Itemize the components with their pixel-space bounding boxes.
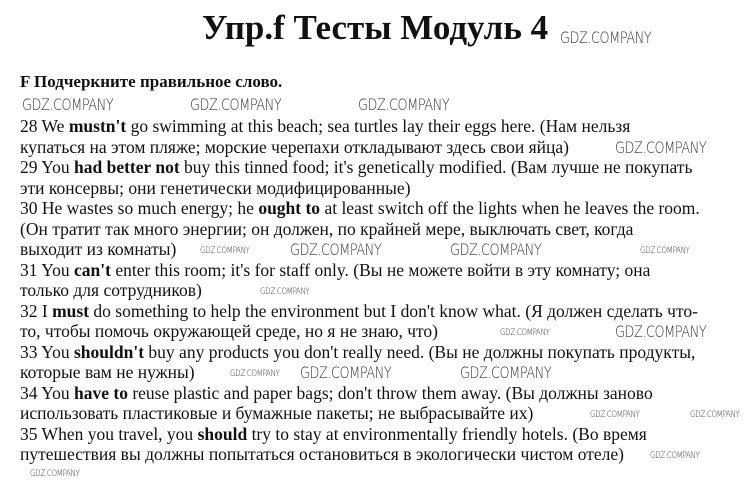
text-line xyxy=(20,383,653,403)
sentence-text: buy this tinned food; it's genetically modified. (Вам лучше не покупать xyxy=(179,157,693,177)
text-line xyxy=(20,198,700,218)
sentence-text: купаться на этом пляже; морские черепахи откладывают здесь свои яйца) xyxy=(20,136,569,157)
sentence-text: 28 We xyxy=(20,116,69,136)
text-line xyxy=(20,301,698,321)
watermark: GDZ.COMPANY xyxy=(450,240,542,259)
text-line xyxy=(20,157,692,177)
correct-answer: shouldn't xyxy=(74,341,145,362)
text-line xyxy=(20,403,533,423)
watermark: GDZ.COMPANY xyxy=(200,246,250,256)
watermark: GDZ.COMPANY xyxy=(615,322,707,341)
watermark: GDZ.COMPANY xyxy=(640,246,690,256)
sentence-text: которые вам не нужны) xyxy=(20,362,195,382)
sentence-text: 32 I xyxy=(20,300,53,321)
sentence-text: buy any products you don't really need. (Вы не должны покупать продукты, xyxy=(144,341,696,362)
watermark: GDZ.COMPANY xyxy=(460,363,552,382)
text-line xyxy=(20,321,438,341)
watermark: GDZ.COMPANY xyxy=(500,328,550,338)
text-line xyxy=(20,116,630,136)
sentence-text: путешествия вы должны попытаться остановиться в экологически чистом отеле) xyxy=(20,444,624,464)
watermark: GDZ.COMPANY xyxy=(358,95,450,114)
sentence-text: reuse plastic and paper bags; don't throw them away. (Вы должны заново xyxy=(127,382,653,403)
correct-answer: should xyxy=(197,423,248,444)
sentence-text: 31 You xyxy=(20,259,74,280)
text-line xyxy=(20,280,202,300)
sentence-text: enter this room; it's for staff only. (Вы не можете войти в эту комнату; она xyxy=(110,259,651,280)
sentence-text: at least switch off the lights when he leaves the room. xyxy=(320,198,700,218)
text-line xyxy=(20,424,647,444)
text-line xyxy=(20,137,569,157)
sentence-text: 35 When you travel, you xyxy=(20,423,198,444)
correct-answer: mustn't xyxy=(68,116,127,136)
watermark: GDZ.COMPANY xyxy=(190,95,282,114)
sentence-text: использовать пластиковые и бумажные пакеты; не выбрасывайте их) xyxy=(20,403,534,423)
watermark: GDZ.COMPANY xyxy=(650,451,700,461)
watermark: GDZ.COMPANY xyxy=(290,240,382,259)
sentence-text: только для сотрудников) xyxy=(20,280,202,300)
sentence-text: try to stay at environmentally friendly hotels. (Во время xyxy=(247,423,647,444)
watermark: GDZ.COMPANY xyxy=(560,28,652,47)
watermark: GDZ.COMPANY xyxy=(230,369,280,379)
text-line xyxy=(20,362,195,382)
sentence-text: эти консервы; они генетически модифицированные) xyxy=(20,177,411,198)
sentence-text: go swimming at this beach; sea turtles lay their eggs here. (Нам нельзя xyxy=(126,116,631,136)
sentence-text: (Он тратит так много энергии; он должен, по крайней мере, выключать свет, когда xyxy=(20,218,634,239)
sentence-text: 34 You xyxy=(20,382,74,403)
sentence-text: 30 He wastes so much energy; he xyxy=(20,198,259,218)
watermark: GDZ.COMPANY xyxy=(590,410,640,420)
correct-answer: ought to xyxy=(258,198,321,218)
sentence-text: 29 You xyxy=(20,157,74,177)
watermark: GDZ.COMPANY xyxy=(690,410,740,420)
page-title: Упр.f Тесты Модуль 4 xyxy=(201,8,549,47)
correct-answer: must xyxy=(52,300,90,321)
sentence-text: 33 You xyxy=(20,341,74,362)
watermark: GDZ.COMPANY xyxy=(300,363,392,382)
sentence-text: do something to help the environment but I don't know what. (Я должен сделать что- xyxy=(89,300,698,321)
sentence-text: выходит из комнаты) xyxy=(20,239,177,259)
text-line xyxy=(20,260,650,280)
correct-answer: had better not xyxy=(74,157,180,177)
watermark: GDZ.COMPANY xyxy=(30,469,80,479)
text-line xyxy=(20,178,411,198)
text-line xyxy=(20,219,633,239)
text-line xyxy=(20,239,176,259)
watermark: GDZ.COMPANY xyxy=(615,137,707,157)
exercise-heading: F Подчеркните правильное слово. xyxy=(20,72,283,91)
sentence-text: то, чтобы помочь окружающей среде, но я не знаю, что) xyxy=(20,321,439,341)
watermark: GDZ.COMPANY xyxy=(22,95,114,114)
text-line xyxy=(20,444,624,464)
watermark: GDZ.COMPANY xyxy=(260,287,310,297)
correct-answer: can't xyxy=(74,259,111,280)
correct-answer: have to xyxy=(74,382,128,403)
text-line xyxy=(20,342,695,362)
